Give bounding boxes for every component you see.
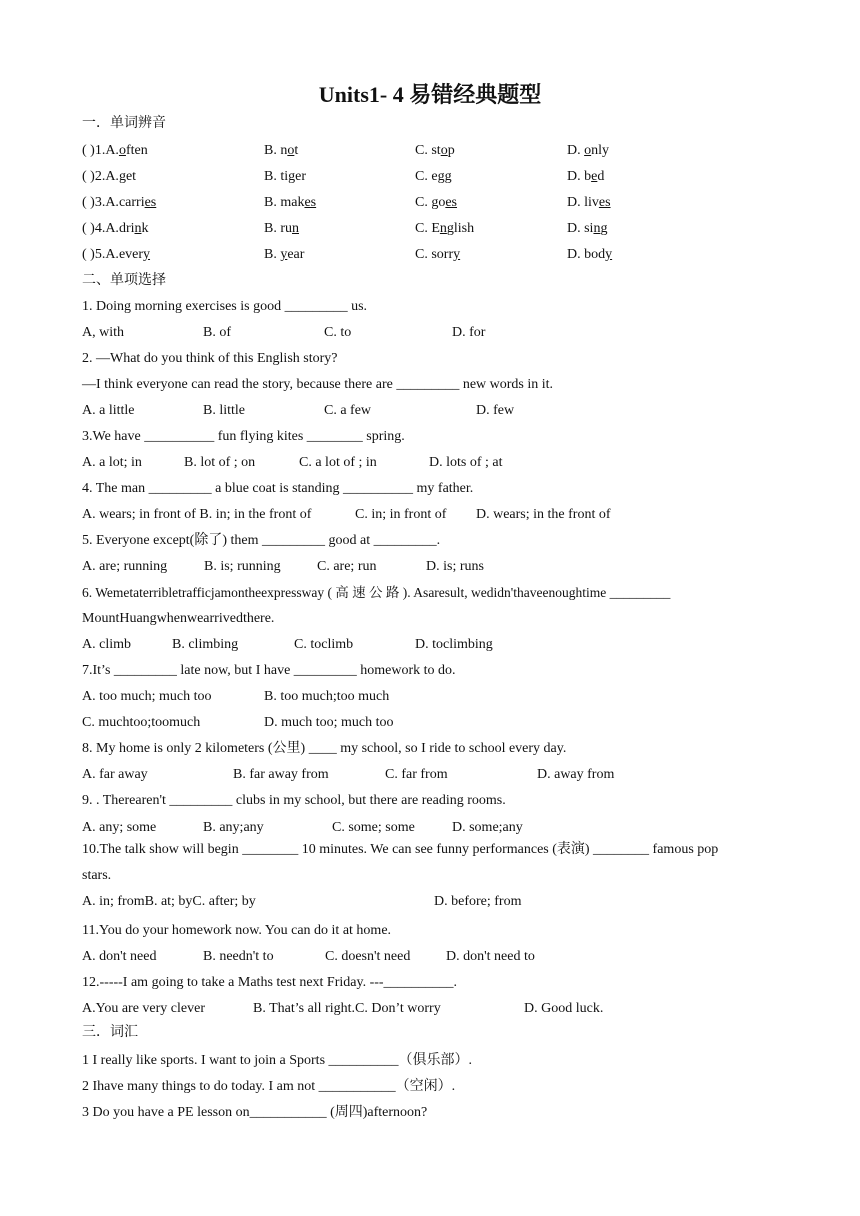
section-heading-vocabulary: 三．词汇 bbox=[82, 1025, 138, 1040]
question-text: 3.We have __________ fun flying kites ________ spring. bbox=[82, 429, 405, 444]
option-b bbox=[264, 168, 306, 186]
option: A.You are very clever bbox=[82, 1001, 205, 1016]
question-text: stars. bbox=[82, 868, 112, 883]
underlined-letter: o bbox=[584, 143, 592, 158]
underlined-letter: es bbox=[144, 195, 157, 210]
option-b-text: ear bbox=[287, 247, 305, 262]
answer-blank: ( )4.A. bbox=[82, 221, 119, 236]
answer-blank: ( )1.A. bbox=[82, 143, 119, 158]
option: A. in; fromB. at; byC. after; by bbox=[82, 894, 256, 909]
underlined-letter: y bbox=[453, 247, 461, 262]
underlined-letter: o bbox=[118, 143, 126, 158]
option: D. lots of ; at bbox=[429, 455, 503, 470]
option-c-text: C. st bbox=[415, 143, 441, 158]
answer-blank: ( )3.A. bbox=[82, 195, 119, 210]
underlined-letter: y bbox=[280, 247, 288, 262]
option-c-text: C. sorr bbox=[415, 247, 454, 262]
option-b bbox=[264, 246, 304, 264]
option: B. climbing bbox=[172, 637, 239, 652]
option: A. any; some bbox=[82, 820, 157, 835]
option: D. is; runs bbox=[426, 559, 484, 574]
option-b bbox=[264, 142, 298, 160]
option-d-text: nly bbox=[591, 143, 610, 158]
option-b-text: B. ru bbox=[264, 221, 292, 236]
option: C. to bbox=[324, 325, 352, 340]
option-a-text: k bbox=[141, 221, 149, 236]
option-c-text: C. go bbox=[415, 195, 446, 210]
option-a-text: ften bbox=[125, 143, 148, 158]
option-d-text: D. si bbox=[567, 221, 594, 236]
option-b-text: B. bbox=[264, 247, 281, 262]
question-row-5 bbox=[82, 246, 150, 264]
document-title: Units1- 4 易错经典题型 bbox=[318, 82, 542, 107]
underlined-letter: n bbox=[292, 221, 299, 236]
underlined-letter: y bbox=[143, 247, 151, 262]
question-row-3 bbox=[82, 194, 156, 212]
question-row-1 bbox=[82, 142, 148, 160]
option-b-text: B. ti bbox=[264, 169, 289, 184]
option-d-text: d bbox=[597, 169, 605, 184]
option-d-text: D. liv bbox=[567, 195, 599, 210]
underlined-letter: g bbox=[437, 169, 445, 184]
option: C. toclimb bbox=[294, 637, 354, 652]
option: B. little bbox=[203, 403, 245, 418]
underlined-letter: es bbox=[304, 195, 317, 210]
answer-blank: ( )2.A. bbox=[82, 169, 119, 184]
question-row-2 bbox=[82, 168, 136, 186]
question-text: 4. The man _________ a blue coat is standing __________ my father. bbox=[82, 481, 474, 496]
option-d-text: D. bod bbox=[567, 247, 606, 262]
option-c-text: p bbox=[447, 143, 455, 158]
underlined-letter: n bbox=[134, 221, 142, 236]
option-a-text: et bbox=[125, 169, 137, 184]
question-text: 9. . Therearen't _________ clubs in my school, but there are reading rooms. bbox=[82, 793, 506, 808]
option: A. climb bbox=[82, 637, 131, 652]
option-c-text: g bbox=[444, 169, 452, 184]
option-d-text: g bbox=[600, 221, 608, 236]
underlined-letter: e bbox=[591, 169, 598, 184]
option: D. some;any bbox=[452, 820, 523, 835]
option: C. in; in front of bbox=[355, 507, 447, 522]
option: A, with bbox=[82, 325, 124, 340]
option-b-text: er bbox=[295, 169, 307, 184]
question-text: 3 Do you have a PE lesson on___________ (周四)afternoon? bbox=[82, 1105, 428, 1120]
option: D. few bbox=[476, 403, 515, 418]
option: B. needn't to bbox=[203, 949, 274, 964]
option: A. are; running bbox=[82, 559, 168, 574]
option-d-text: D. bbox=[567, 143, 585, 158]
option: C. a lot of ; in bbox=[299, 455, 377, 470]
option: B. too much;too much bbox=[264, 689, 390, 704]
option-c bbox=[415, 168, 452, 186]
option: C. a few bbox=[324, 403, 372, 418]
underlined-letter: n bbox=[593, 221, 601, 236]
question-row-4 bbox=[82, 220, 149, 238]
question-text: 2. —What do you think of this English story? bbox=[82, 351, 338, 366]
underlined-letter: o bbox=[287, 143, 295, 158]
option-d bbox=[567, 194, 611, 212]
answer-blank: ( )5.A. bbox=[82, 247, 119, 262]
option-c-text: C. E bbox=[415, 221, 440, 236]
option: D. much too; much too bbox=[264, 715, 394, 730]
option-c bbox=[415, 142, 455, 160]
option-c bbox=[415, 246, 460, 264]
underlined-letter: g bbox=[118, 169, 126, 184]
underlined-letter: o bbox=[440, 143, 448, 158]
option-b-text: B. mak bbox=[264, 195, 305, 210]
question-text: MountHuangwhenwearrivedthere. bbox=[82, 611, 275, 626]
question-text: 5. Everyone except(除了) them _________ good at _________. bbox=[82, 533, 441, 548]
option: A. far away bbox=[82, 767, 148, 782]
question-text: 1. Doing morning exercises is good _________ us. bbox=[82, 299, 368, 314]
option-c-text: glish bbox=[446, 221, 475, 236]
option: B. lot of ; on bbox=[184, 455, 256, 470]
option-b-text: t bbox=[294, 143, 299, 158]
option-a-text: dri bbox=[118, 221, 135, 236]
option: A. a lot; in bbox=[82, 455, 142, 470]
underlined-letter: y bbox=[605, 247, 613, 262]
option: D. for bbox=[452, 325, 486, 340]
question-text: 1 I really like sports. I want to join a Sports __________（俱乐部）. bbox=[82, 1053, 473, 1068]
option: B. That’s all right.C. Don’t worry bbox=[253, 1001, 441, 1016]
question-text: 10.The talk show will begin ________ 10 minutes. We can see funny performances (表演) ________ famous pop bbox=[82, 842, 719, 857]
option-d bbox=[567, 246, 612, 264]
option-c-text: C. e bbox=[415, 169, 438, 184]
option: B. is; running bbox=[204, 559, 281, 574]
question-text: 2 Ihave many things to do today. I am not ___________（空闲）. bbox=[82, 1079, 456, 1094]
option: D. wears; in the front of bbox=[476, 507, 611, 522]
section-heading-multiple-choice: 二、单项选择 bbox=[82, 273, 166, 288]
question-text: 11.You do your homework now. You can do it at home. bbox=[82, 923, 392, 938]
option: C. muchtoo;toomuch bbox=[82, 715, 201, 730]
question-text: 6. Wemetaterribletrafficjamontheexpressway ( 高 速 公 路 ). Asaresult, wedidn'thaveenoughtime _________ bbox=[82, 585, 671, 600]
question-text: 7.It’s _________ late now, but I have _________ homework to do. bbox=[82, 663, 456, 678]
option: C. are; run bbox=[317, 559, 377, 574]
option-b bbox=[264, 194, 316, 212]
option-d bbox=[567, 142, 609, 160]
option-b-text: B. n bbox=[264, 143, 288, 158]
option: D. Good luck. bbox=[524, 1001, 604, 1016]
option: D. don't need to bbox=[446, 949, 535, 964]
underlined-letter: g bbox=[288, 169, 296, 184]
section-heading-pronunciation: 一．单词辨音 bbox=[82, 116, 166, 131]
option-d-text: D. b bbox=[567, 169, 592, 184]
option: D. away from bbox=[537, 767, 615, 782]
option: C. doesn't need bbox=[325, 949, 411, 964]
option: B. any;any bbox=[203, 820, 264, 835]
option: A. a little bbox=[82, 403, 135, 418]
option: B. of bbox=[203, 325, 231, 340]
underlined-letter: n bbox=[439, 221, 447, 236]
question-text: 12.-----I am going to take a Maths test next Friday. ---__________. bbox=[82, 975, 458, 990]
option: D. toclimbing bbox=[415, 637, 493, 652]
option: C. some; some bbox=[332, 820, 415, 835]
question-text: —I think everyone can read the story, because there are _________ new words in it. bbox=[82, 377, 554, 392]
option-c bbox=[415, 220, 474, 238]
underlined-letter: es bbox=[445, 195, 458, 210]
option-b bbox=[264, 220, 299, 238]
option: B. far away from bbox=[233, 767, 329, 782]
underlined-letter: es bbox=[598, 195, 611, 210]
option-d bbox=[567, 168, 604, 186]
question-text: 8. My home is only 2 kilometers (公里) ____ my school, so I ride to school every day. bbox=[82, 741, 567, 756]
option: A. wears; in front of B. in; in the front of bbox=[82, 507, 312, 522]
option-a-text: carri bbox=[118, 195, 145, 210]
option-d bbox=[567, 220, 607, 238]
option: D. before; from bbox=[434, 894, 522, 909]
option-a-text: ever bbox=[118, 247, 144, 262]
option: A. too much; much too bbox=[82, 689, 212, 704]
option: A. don't need bbox=[82, 949, 157, 964]
option: C. far from bbox=[385, 767, 448, 782]
option-c bbox=[415, 194, 457, 212]
